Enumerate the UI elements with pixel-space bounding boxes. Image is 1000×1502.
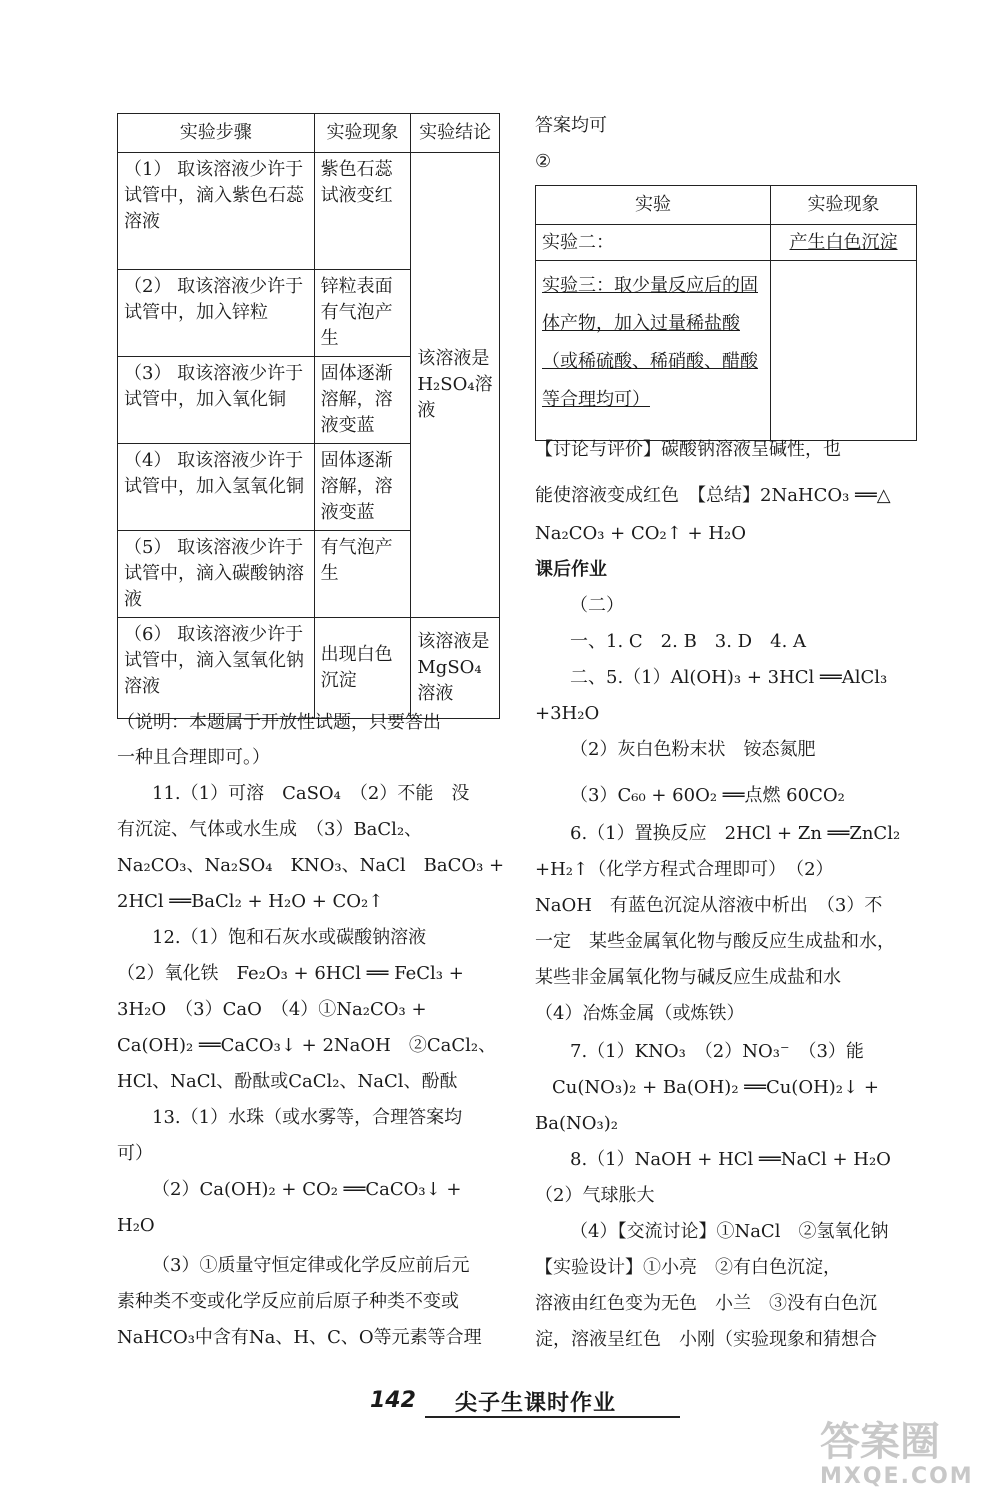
header-experiment: 实验 <box>536 186 771 225</box>
table-row-phenomenon: 紫色石蕊试液变红 <box>314 153 411 270</box>
book-title: 尖子生课时作业 <box>455 1391 617 1416</box>
text-line: HCl、NaCl、酚酞或CaCl₂、NaCl、酚酞 <box>117 1071 458 1092</box>
text-line: （2）灰白色粉末状 铵态氮肥 <box>570 739 816 760</box>
text-line: NaOH 有蓝色沉淀从溶液中析出 （3）不 <box>535 895 883 916</box>
section-heading: 课后作业 <box>535 559 607 580</box>
table-row-step: （3） 取该溶液少许于试管中，加入氧化铜 <box>118 357 315 444</box>
text-line: 淀，溶液呈红色 小刚（实验现象和猜想合 <box>535 1329 877 1350</box>
header-step: 实验步骤 <box>118 114 315 153</box>
text-line: +3H₂O <box>535 703 600 724</box>
text-line: 能使溶液变成红色 【总结】2NaHCO₃ ══△ <box>535 485 891 506</box>
text-line: Ca(OH)₂ ══CaCO₃↓ + 2NaOH ②CaCl₂、 <box>117 1035 497 1056</box>
text-line: 素种类不变或化学反应前后原子种类不变或 <box>117 1291 459 1312</box>
text-line: 2HCl ══BaCl₂ + H₂O + CO₂↑ <box>117 891 384 912</box>
watermark-text: 答案圈 <box>820 1419 940 1465</box>
table-row-step: （6） 取该溶液少许于试管中，滴入氢氧化钠溶液 <box>118 618 315 719</box>
text-line: （2）气球胀大 <box>535 1185 655 1206</box>
text-line: 3H₂O （3）CaO （4）①Na₂CO₃ + <box>117 999 427 1020</box>
text-line: 可） <box>117 1143 153 1164</box>
text-line: 7.（1）KNO₃ （2）NO₃⁻ （3）能 <box>570 1041 864 1062</box>
experiment-two: 实验二： <box>536 225 771 261</box>
page-number: 142 <box>370 1388 416 1413</box>
text-line: Cu(NO₃)₂ + Ba(OH)₂ ══Cu(OH)₂↓ + <box>552 1077 879 1098</box>
table-row-step: （4） 取该溶液少许于试管中，加入氢氧化铜 <box>118 444 315 531</box>
experiment-two-phenomenon: 产生白色沉淀 <box>771 225 917 261</box>
text-line: （3）C₆₀ + 60O₂ ══点燃 60CO₂ <box>570 785 845 806</box>
experiment-three: 实验三：取少量反应后的固体产物，加入过量稀盐酸（或稀硫酸、稀硝酸、醋酸等合理均可） <box>536 261 771 441</box>
text-line: 8.（1）NaOH + HCl ══NaCl + H₂O <box>570 1149 891 1170</box>
table-row-step: （1） 取该溶液少许于试管中，滴入紫色石蕊溶液 <box>118 153 315 270</box>
table-row-step: （2） 取该溶液少许于试管中，加入锌粒 <box>118 270 315 357</box>
text-line: 6.（1）置换反应 2HCl + Zn ══ZnCl₂ <box>570 823 901 844</box>
text-line: Na₂CO₃ + CO₂↑ + H₂O <box>535 523 746 544</box>
watermark-logo <box>820 1420 990 1500</box>
text-line: ② <box>535 151 552 172</box>
table-row-phenomenon: 有气泡产生 <box>314 531 411 618</box>
conclusion-h2so4: 该溶液是H₂SO₄溶液 <box>411 153 500 618</box>
text-line: 12.（1）饱和石灰水或碳酸钠溶液 <box>152 927 427 948</box>
text-line: +H₂↑（化学方程式合理即可） （2） <box>535 859 834 880</box>
text-line: 某些非金属氧化物与碱反应生成盐和水 <box>535 967 841 988</box>
text-line: 11.（1）可溶 CaSO₄ （2）不能 没 <box>152 783 470 804</box>
text-line: Ba(NO₃)₂ <box>535 1113 618 1134</box>
text-line: 13.（1）水珠（或水雾等，合理答案均 <box>152 1107 463 1128</box>
text-line: 【讨论与评价】碳酸钠溶液呈碱性，也 <box>535 439 841 460</box>
text-line: （说明：本题属于开放性试题，只要答出 <box>117 712 441 733</box>
text-line: （二） <box>570 595 624 616</box>
text-line: 【实验设计】①小亮 ②有白色沉淀， <box>535 1257 841 1278</box>
table-row-phenomenon: 出现白色沉淀 <box>314 618 411 719</box>
footer-rule <box>425 1416 680 1418</box>
text-line: 一定 某些金属氧化物与酸反应生成盐和水， <box>535 931 895 952</box>
text-line: （4）【交流讨论】①NaCl ②氢氧化钠 <box>570 1221 889 1242</box>
text-line: 溶液由红色变为无色 小兰 ③没有白色沉 <box>535 1293 877 1314</box>
text-line: 一、1. C 2. B 3. D 4. A <box>570 631 807 652</box>
text-line: NaHCO₃中含有Na、H、C、O等元素等合理 <box>117 1327 482 1348</box>
text-line: （2）氧化铁 Fe₂O₃ + 6HCl ══ FeCl₃ + <box>117 963 464 984</box>
table-row-phenomenon: 固体逐渐溶解，溶液变蓝 <box>314 444 411 531</box>
text-line: （3）①质量守恒定律或化学反应前后元 <box>152 1255 470 1276</box>
text-line: 有沉淀、气体或水生成 （3）BaCl₂、 <box>117 819 423 840</box>
text-line: （4）冶炼金属（或炼铁） <box>535 1003 745 1024</box>
text-line: （2）Ca(OH)₂ + CO₂ ══CaCO₃↓ + <box>152 1179 462 1200</box>
table-row-step: （5） 取该溶液少许于试管中，滴入碳酸钠溶液 <box>118 531 315 618</box>
table-row-phenomenon: 固体逐渐溶解，溶液变蓝 <box>314 357 411 444</box>
text-line: 答案均可 <box>535 115 607 136</box>
left-experiment-table <box>117 113 500 719</box>
text-line: 二、5.（1）Al(OH)₃ + 3HCl ══AlCl₃ <box>570 667 888 688</box>
header-phenomenon: 实验现象 <box>771 186 917 225</box>
text-line: Na₂CO₃、Na₂SO₄ KNO₃、NaCl BaCO₃ + <box>117 855 505 876</box>
experiment-three-phenomenon <box>771 261 917 441</box>
conclusion-mgso4: 该溶液是MgSO₄溶液 <box>411 618 500 719</box>
text-line: 一种且合理即可。） <box>117 747 270 768</box>
table-row-phenomenon: 锌粒表面有气泡产生 <box>314 270 411 357</box>
right-experiment-table <box>535 185 917 441</box>
text-line: H₂O <box>117 1215 155 1236</box>
header-conclusion: 实验结论 <box>411 114 500 153</box>
header-phenomenon: 实验现象 <box>314 114 411 153</box>
watermark-url: MXQE.COM <box>820 1464 974 1489</box>
